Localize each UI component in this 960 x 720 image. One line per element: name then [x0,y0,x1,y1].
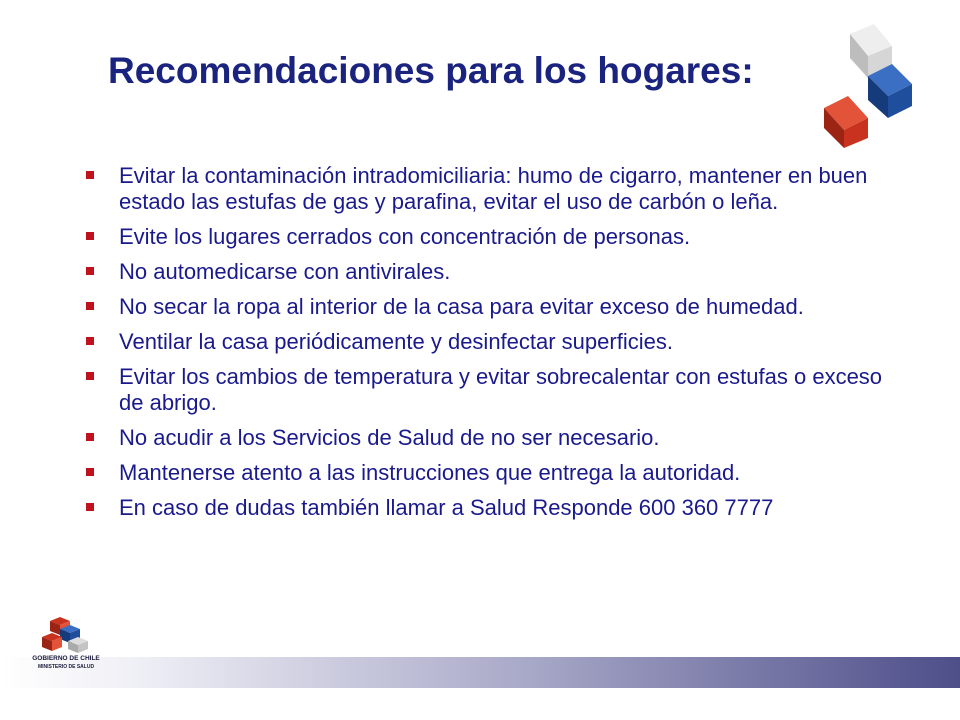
bullet-text: Ventilar la casa periódicamente y desinfectar superficies. [119,329,673,354]
list-item [84,495,884,521]
bullet-text: En caso de dudas también llamar a Salud Responde 600 360 7777 [119,495,774,520]
square-bullet-icon [86,337,94,345]
square-bullet-icon [86,372,94,380]
square-bullet-icon [86,433,94,441]
bullet-text: Evitar la contaminación intradomiciliaria: humo de cigarro, mantener en buen estado las estufas de gas y parafina, evitar el uso de carbón o leña. [119,163,868,214]
bullet-text: No secar la ropa al interior de la casa para evitar exceso de humedad. [119,294,804,319]
list-item [84,294,884,320]
square-bullet-icon [86,302,94,310]
bullet-text: Evite los lugares cerrados con concentración de personas. [119,224,691,249]
bullet-text: Evitar los cambios de temperatura y evitar sobrecalentar con estufas o exceso de abrigo. [119,364,883,415]
bullet-text: No automedicarse con antivirales. [119,259,451,284]
footer-gradient-bar [0,657,960,688]
bullet-text: No acudir a los Servicios de Salud de no ser necesario. [119,425,660,450]
logo-text [18,655,114,671]
list-item [84,224,884,250]
logo-line-gobierno: GOBIERNO DE CHILE [32,655,100,662]
gobierno-de-chile-logo [18,615,118,687]
square-bullet-icon [86,267,94,275]
square-bullet-icon [86,171,94,179]
logo-line-ministerio: MINISTERIO DE SALUD [37,664,95,670]
square-bullet-icon [86,468,94,476]
square-bullet-icon [86,503,94,511]
square-bullet-icon [86,232,94,240]
decorative-cubes-icon [812,22,932,152]
list-item [84,329,884,355]
list-item [84,163,884,215]
list-item [84,460,884,486]
list-item [84,425,884,451]
logo-cubes-icon [40,615,92,655]
recommendation-list [84,163,884,530]
list-item [84,364,884,416]
list-item [84,259,884,285]
slide-title: Recomendaciones para los hogares: [108,50,754,91]
bullet-text: Mantenerse atento a las instrucciones que entrega la autoridad. [119,460,741,485]
